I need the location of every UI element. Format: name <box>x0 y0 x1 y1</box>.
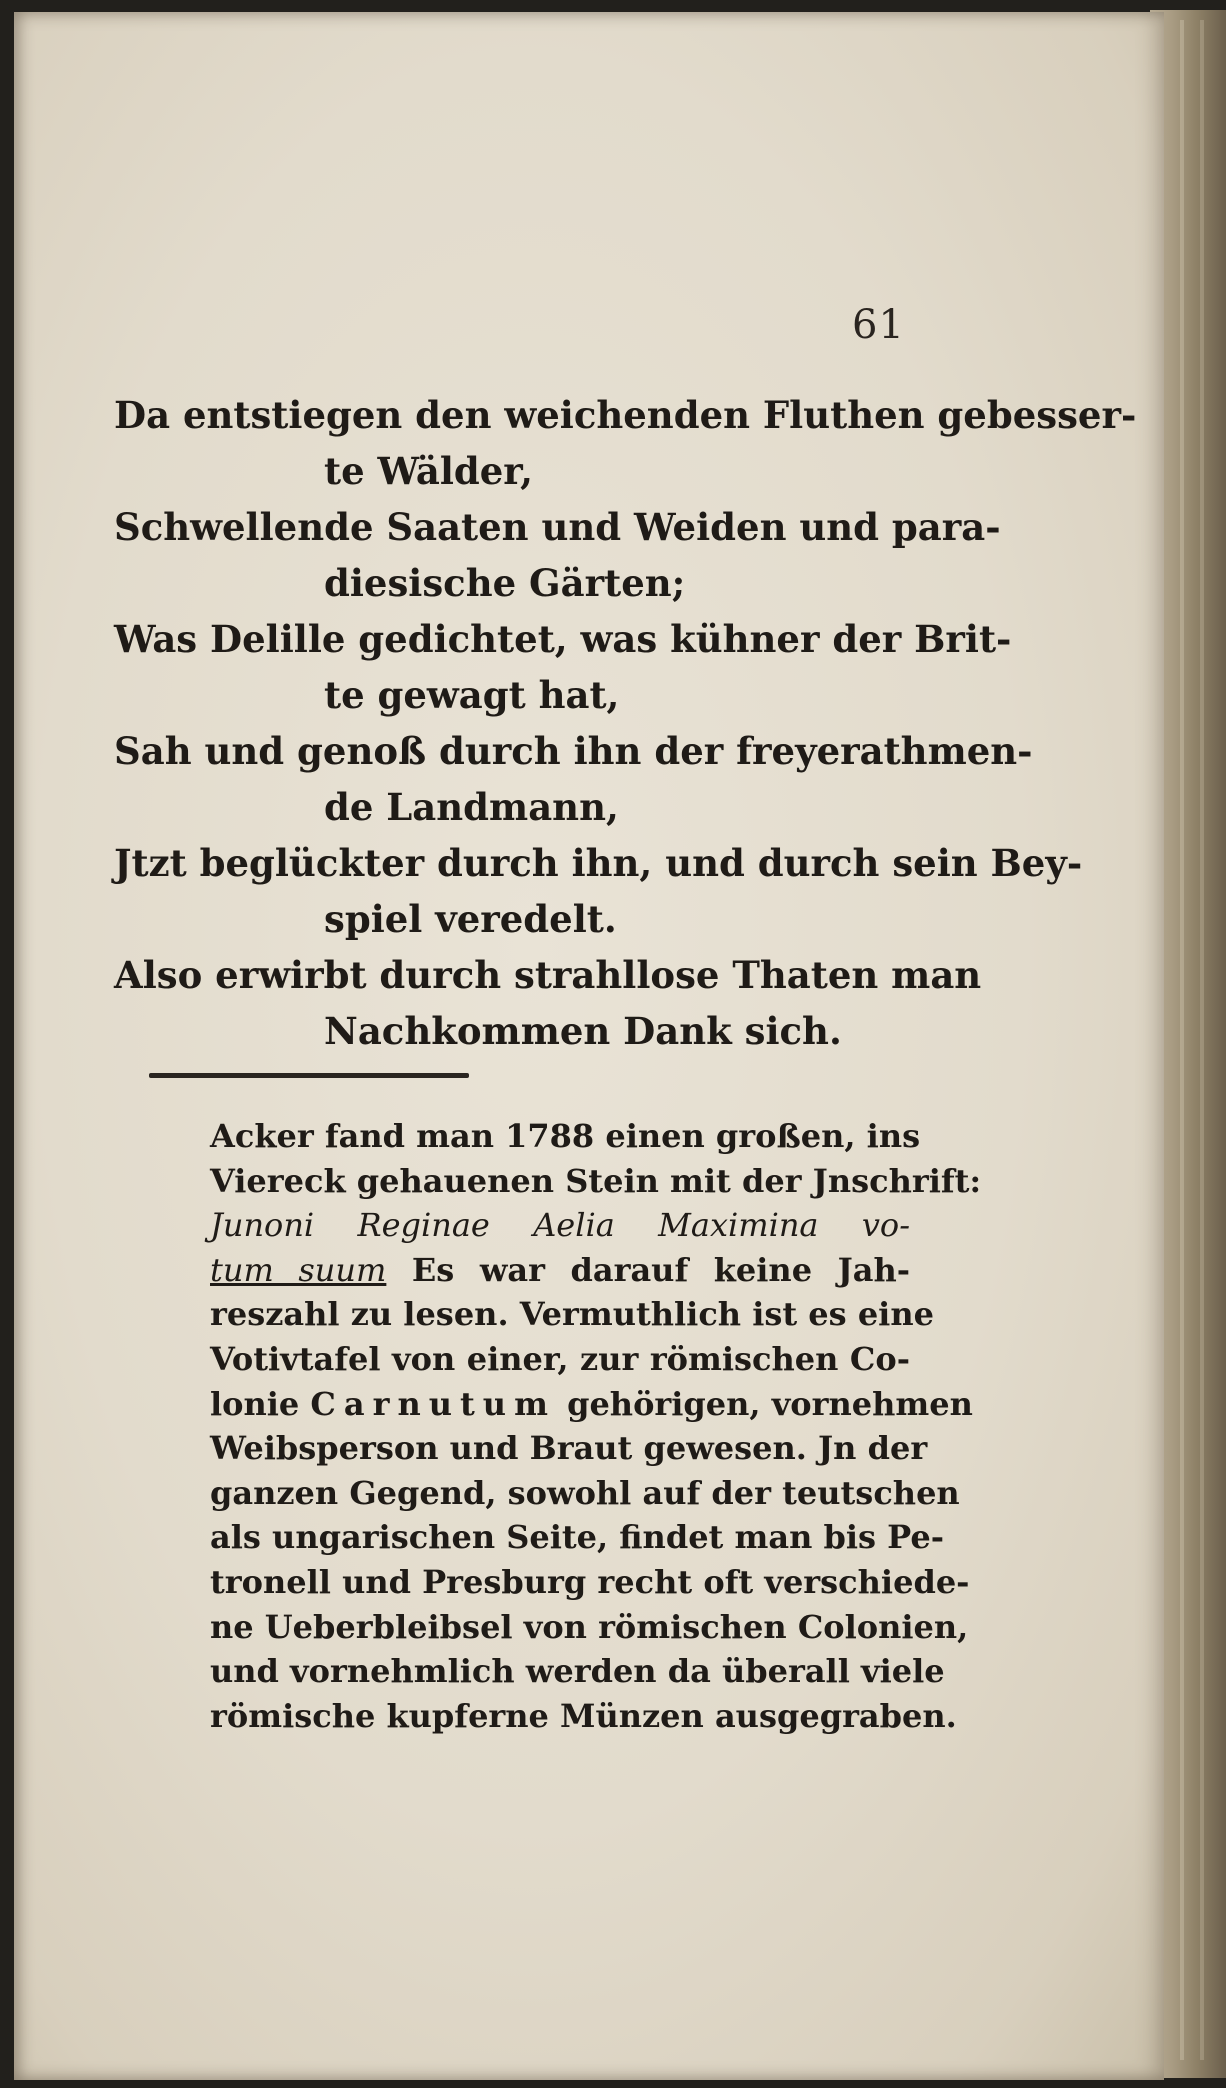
verse-line: diesische Gärten; <box>324 561 686 605</box>
footnote-line-text: gehörigen, vornehmen <box>555 1384 973 1423</box>
footnote-line: ne Ueberbleibsel von römischen Colonien, <box>210 1607 969 1646</box>
footnote <box>210 1114 982 1738</box>
page-edge-line <box>1180 20 1184 2060</box>
footnote-line: Viereck gehauenen Stein mit der Jnschrift: <box>210 1161 982 1200</box>
verse-line: Jtzt beglückter durch ihn, und durch sein Bey- <box>114 841 1083 885</box>
section-divider <box>149 1073 469 1078</box>
verse-line: Da entstiegen den weichenden Fluthen gebesser- <box>114 393 1137 437</box>
page-number: 61 <box>852 302 905 348</box>
place-name-carnutum: Carnutum <box>310 1384 556 1423</box>
footnote-line: tronell und Presburg recht oft verschiede- <box>210 1562 970 1601</box>
poem-verses <box>114 387 1137 1059</box>
verse-line: Nachkommen Dank sich. <box>324 1009 842 1053</box>
verse-line: te Wälder, <box>324 449 533 493</box>
footnote-line: reszahl zu lesen. Vermuthlich ist es eine <box>210 1295 934 1334</box>
footnote-line: Weibsperson und Braut gewesen. Jn der <box>210 1429 928 1468</box>
verse-line: Was Delille gedichtet, was kühner der Brit- <box>114 617 1012 661</box>
verse-line: de Landmann, <box>324 785 619 829</box>
footnote-line <box>210 1248 910 1293</box>
footnote-line: Acker fand man 1788 einen großen, ins <box>210 1117 921 1155</box>
page-edge-line <box>1200 20 1204 2060</box>
verse-line: spiel veredelt. <box>324 897 617 941</box>
verse-line: te gewagt hat, <box>324 673 620 717</box>
footnote-line-text: Es war darauf keine Jah- <box>386 1250 911 1289</box>
verse-line: Schwellende Saaten und Weiden und para- <box>114 505 1001 549</box>
book-page <box>14 12 1164 2080</box>
verse-line: Also erwirbt durch strahllose Thaten man <box>114 953 982 997</box>
footnote-inscription: Junoni Reginae Aelia Maximina vo- <box>210 1206 910 1245</box>
footnote-line: römische kupferne Münzen ausgegraben. <box>210 1696 957 1735</box>
footnote-line: als ungarischen Seite, findet man bis Pe- <box>210 1518 944 1557</box>
footnote-line <box>210 1382 973 1427</box>
verse-line: Sah und genoß durch ihn der freyerathmen- <box>114 729 1033 773</box>
footnote-line-text: lonie <box>210 1384 311 1423</box>
footnote-line: Votivtafel von einer, zur römischen Co- <box>210 1339 910 1378</box>
footnote-inscription-end: tum suum <box>210 1250 387 1289</box>
footnote-line: und vornehmlich werden da überall viele <box>210 1652 945 1691</box>
footnote-line: ganzen Gegend, sowohl auf der teutschen <box>210 1473 960 1512</box>
